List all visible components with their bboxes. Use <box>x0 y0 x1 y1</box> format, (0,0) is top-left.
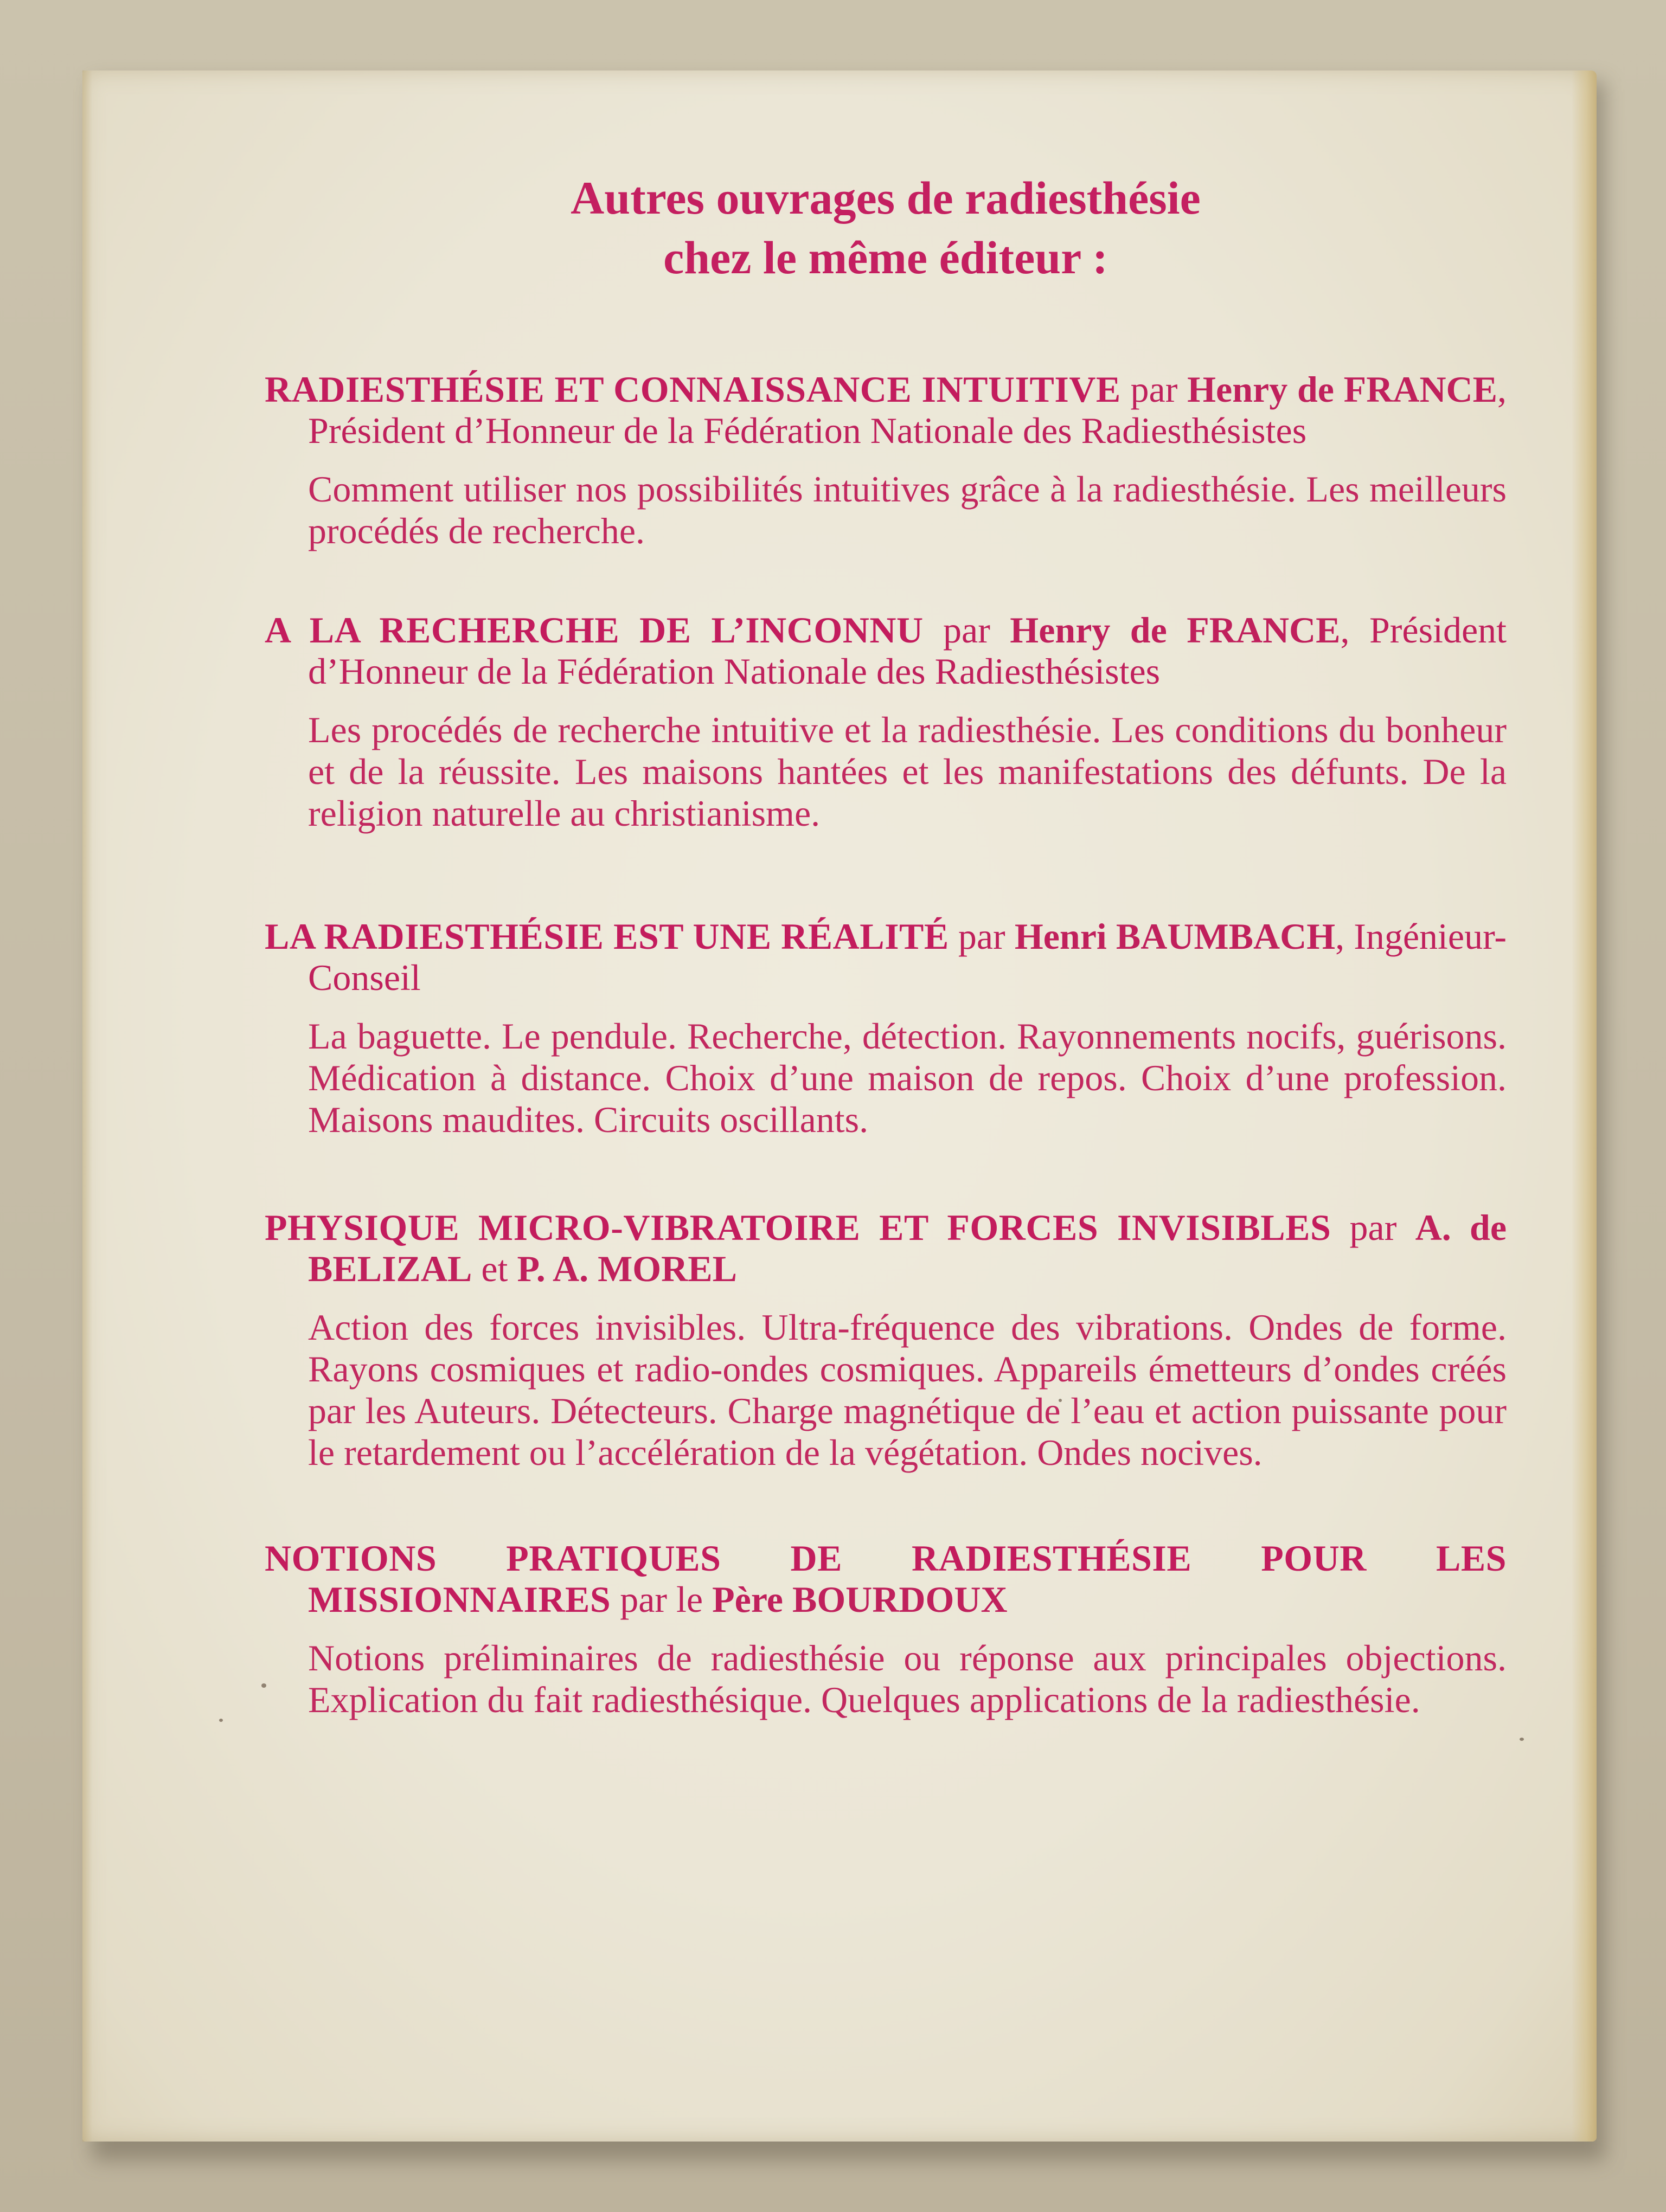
book-title: NOTIONS PRATIQUES DE RADIESTHÉSIE POUR LES MISSIONNAIRES <box>265 1538 1507 1620</box>
entry-spacer <box>265 552 1507 609</box>
book-description: Comment utiliser nos possibilités intuitives grâce à la radiesthésie. Les meilleurs procédés de recherche. <box>308 468 1507 551</box>
book-title: LA RADIESTHÉSIE EST UNE RÉALITÉ <box>265 916 949 957</box>
book-entry <box>265 916 1507 1141</box>
book-title: RADIESTHÉSIE ET CONNAISSANCE INTUITIVE <box>265 369 1121 410</box>
catalog-heading <box>265 168 1507 287</box>
by-word: par <box>958 916 1005 957</box>
paper-speck <box>219 1719 223 1722</box>
author-info: , Président d’Honneur de la Fédération Nationale des Radiesthésistes <box>308 369 1507 451</box>
book-author: Henry de FRANCE <box>1187 369 1498 410</box>
by-word: par <box>943 609 990 651</box>
book-title: A LA RECHERCHE DE L’INCONNU <box>265 609 924 651</box>
entry-heading <box>265 1207 1507 1289</box>
heading-line-2: chez le même éditeur : <box>663 232 1108 284</box>
book-entry <box>265 1538 1507 1721</box>
book-author: A. de BELIZAL <box>308 1207 1507 1289</box>
by-word: par le <box>620 1579 703 1620</box>
conjunction: et <box>481 1248 508 1289</box>
author-info: , Président d’Honneur de la Fédération Nationale des Radiesthésistes <box>308 609 1507 692</box>
entry-heading <box>265 916 1507 998</box>
book-entry <box>265 609 1507 834</box>
book-entry <box>265 1207 1507 1474</box>
book-entry <box>265 369 1507 552</box>
book-author: Henry de FRANCE <box>1010 609 1341 651</box>
entry-spacer <box>265 1141 1507 1207</box>
heading-line-1: Autres ouvrages de radiesthésie <box>571 172 1201 224</box>
cover-spine-edge <box>1572 70 1597 2142</box>
by-word: par <box>1349 1207 1397 1248</box>
entry-heading <box>265 609 1507 692</box>
book-author: Henri BAUMBACH <box>1014 916 1336 957</box>
catalog-content <box>265 168 1507 1721</box>
book-author-2: P. A. MOREL <box>517 1248 737 1289</box>
book-author: Père BOURDOUX <box>712 1579 1008 1620</box>
paper-speck <box>1520 1738 1524 1741</box>
book-title: PHYSIQUE MICRO-VIBRATOIRE ET FORCES INVISIBLES <box>265 1207 1331 1248</box>
by-word: par <box>1130 369 1178 410</box>
book-description: Notions préliminaires de radiesthésie ou réponse aux principales objections. Explication du fait radiesthésique. Quelques applications de la radiesthésie. <box>308 1637 1507 1720</box>
book-description: Action des forces invisibles. Ultra-fréquence des vibrations. Ondes de forme. Rayons cosmiques et radio-ondes cosmiques. Appareils émetteurs d’ondes créés par les Auteurs. Détecteurs. Charge magnétique de l’eau et action puissante pour le retardement ou l’accélération de la végétation. Ondes nocives. <box>308 1307 1507 1473</box>
entry-heading <box>265 1538 1507 1620</box>
book-description: La baguette. Le pendule. Recherche, détection. Rayonnements nocifs, guérisons. Médication à distance. Choix d’une maison de repos. Choix d’une profession. Maisons maudites. Circuits oscillants. <box>308 1015 1507 1140</box>
entry-heading <box>265 369 1507 451</box>
entry-spacer <box>265 834 1507 916</box>
author-info: , Ingénieur-Conseil <box>308 916 1507 998</box>
entry-spacer <box>265 1474 1507 1538</box>
book-back-cover <box>82 70 1597 2142</box>
cover-left-edge <box>82 70 92 2142</box>
book-description: Les procédés de recherche intuitive et la radiesthésie. Les conditions du bonheur et de la réussite. Les maisons hantées et les manifestations des défunts. De la religion naturelle au christianisme. <box>308 709 1507 834</box>
